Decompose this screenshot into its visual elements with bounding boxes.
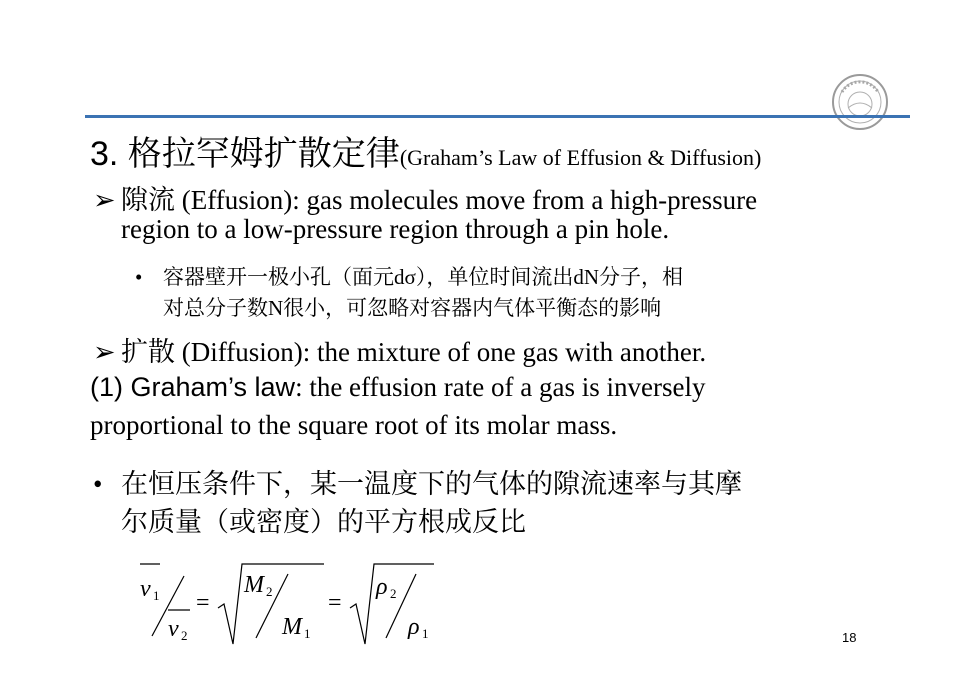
effusion-text-2: region to a low-pressure region through a pin hole.: [121, 214, 670, 244]
v1-symbol: v: [140, 576, 151, 602]
rho2-subscript: 2: [390, 586, 397, 601]
page-number: 18: [842, 630, 857, 645]
graham-law-text-1: : the effusion rate of a gas is inversely: [295, 372, 706, 402]
law-note-text-2: 尔质量（或密度）的平方根成反比: [121, 507, 526, 537]
diffusion-text: 扩散 (Diffusion): the mixture of one gas with another.: [121, 337, 707, 367]
effusion-note-text-2: 对总分子数N很小，可忽略对容器内气体平衡态的影响: [163, 296, 662, 320]
graham-law: [90, 372, 705, 403]
m2-subscript: 2: [266, 584, 273, 599]
graham-law-lead: (1) Graham’s law: [90, 372, 296, 402]
law-note: [93, 462, 742, 501]
dot-bullet-icon: •: [93, 469, 103, 499]
law-note-text-1: 在恒压条件下，某一温度下的气体的隙流速率与其摩: [121, 469, 742, 499]
rho1-subscript: 1: [422, 626, 429, 641]
diffusion-bullet: [93, 330, 706, 369]
rho1-symbol: ρ: [408, 614, 420, 640]
university-seal-icon: [830, 72, 890, 132]
rho2-symbol: ρ: [376, 574, 388, 600]
v2-subscript: 2: [181, 628, 188, 643]
effusion-note: [135, 261, 683, 291]
title-main: 3. 格拉罕姆扩散定律: [90, 135, 400, 173]
equals-sign: =: [196, 590, 210, 616]
title-rule: [85, 115, 910, 118]
v1-subscript: 1: [153, 588, 160, 603]
title-subtitle: (Graham’s Law of Effusion & Diffusion): [399, 145, 762, 170]
v2-symbol: v: [168, 616, 179, 642]
arrow-bullet-icon: ➢: [93, 185, 116, 215]
effusion-bullet: [93, 178, 757, 217]
graham-law-text-2: proportional to the square root of its molar mass.: [90, 410, 618, 440]
effusion-text-1: 隙流 (Effusion): gas molecules move from a high-pressure: [121, 185, 758, 215]
m2-symbol: M: [244, 572, 264, 598]
graham-formula: [138, 558, 448, 648]
equals-sign-2: =: [328, 590, 342, 616]
arrow-bullet-icon: ➢: [93, 337, 116, 367]
dot-bullet-icon: •: [135, 265, 143, 289]
m1-symbol: M: [282, 614, 302, 640]
effusion-note-text-1: 容器壁开一极小孔（面元dσ），单位时间流出dN分子，相: [163, 265, 683, 289]
m1-subscript: 1: [304, 626, 311, 641]
slide-title: [90, 126, 761, 175]
